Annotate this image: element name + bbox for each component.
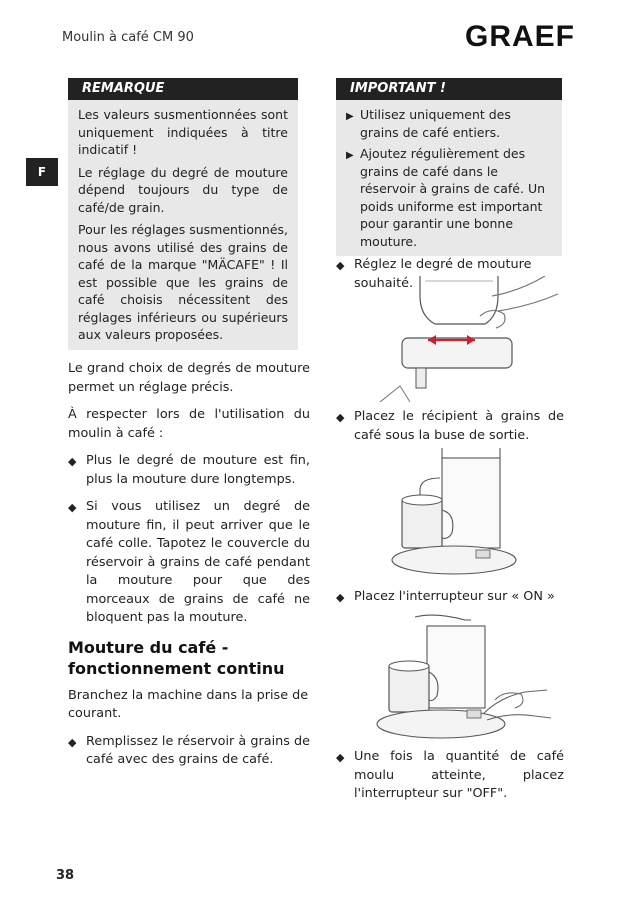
brand-logo: GRAEF bbox=[465, 20, 575, 53]
list-item-text: Remplissez le réservoir à grains de café avec des grains de café. bbox=[86, 733, 310, 767]
step-text: Réglez le degré de mouture souhaité. bbox=[354, 257, 532, 291]
list-item bbox=[68, 733, 310, 770]
important-item-text: Ajoutez régulièrement des grains de café dans le réservoir à grains de café. Un poids uniforme est important pour garantir une bonne mouture. bbox=[360, 146, 546, 249]
document-title: Moulin à café CM 90 bbox=[62, 30, 194, 45]
list-item bbox=[68, 452, 310, 489]
important-item-text: Utilisez uniquement des grains de café entiers. bbox=[360, 107, 511, 140]
diamond-bullet-icon: ◆ bbox=[68, 501, 77, 514]
important-heading: IMPORTANT ! bbox=[336, 78, 562, 100]
step-item bbox=[336, 748, 564, 804]
triangle-arrow-icon: ▶ bbox=[346, 150, 354, 161]
diamond-bullet-icon: ◆ bbox=[336, 591, 345, 604]
important-box bbox=[336, 78, 562, 256]
grinder-switch-illustration bbox=[375, 612, 555, 742]
diamond-bullet-icon: ◆ bbox=[336, 751, 345, 764]
list-item-text: Si vous utilisez un degré de mouture fin, il peut arriver que le café colle. Tapotez le couvercle du réservoir à grains de café pendant la mouture pour que des morceaux de grains de café ne bloquent pas la mouture. bbox=[86, 499, 310, 625]
diamond-bullet-icon: ◆ bbox=[336, 411, 345, 424]
body-paragraph: À respecter lors de l'utilisation du moulin à café : bbox=[68, 407, 310, 441]
section-heading: Mouture du café - fonctionnement continu bbox=[68, 637, 285, 678]
page-number: 38 bbox=[56, 868, 75, 883]
remarque-paragraph: Les valeurs susmentionnées sont uniquement indiquées à titre indicatif ! bbox=[78, 107, 288, 157]
remarque-box bbox=[68, 78, 298, 350]
step-text: Placez l'interrupteur sur « ON » bbox=[354, 589, 555, 604]
language-tab: F bbox=[26, 158, 58, 186]
left-column bbox=[68, 360, 310, 779]
grinder-adjust-illustration bbox=[380, 276, 560, 402]
diamond-bullet-icon: ◆ bbox=[68, 455, 77, 468]
remarque-heading: REMARQUE bbox=[68, 78, 298, 100]
important-item bbox=[346, 145, 552, 250]
list-item-text: Plus le degré de mouture est fin, plus la mouture dure longtemps. bbox=[86, 453, 310, 487]
diamond-bullet-icon: ◆ bbox=[336, 259, 345, 272]
remarque-paragraph: Pour les réglages susmentionnés, nous avons utilisé des grains de café de la marque "MÄCAFE" ! Il est possible que les grains de café choisis nécessitent des réglages inférieurs ou supérieurs aux valeurs proposées. bbox=[78, 222, 288, 342]
step-item bbox=[336, 588, 564, 608]
important-item bbox=[346, 106, 552, 141]
triangle-arrow-icon: ▶ bbox=[346, 111, 354, 122]
step-text: Placez le récipient à grains de café sous la buse de sortie. bbox=[354, 409, 564, 443]
diamond-bullet-icon: ◆ bbox=[68, 735, 77, 749]
remarque-paragraph: Le réglage du degré de mouture dépend toujours du type de café/de grain. bbox=[78, 164, 288, 215]
body-paragraph: Le grand choix de degrés de mouture permet un réglage précis. bbox=[68, 361, 310, 395]
body-paragraph: Branchez la machine dans la prise de courant. bbox=[68, 687, 309, 721]
step-text: Une fois la quantité de café moulu atteinte, placez l'interrupteur sur "OFF". bbox=[354, 749, 564, 801]
step-item bbox=[336, 408, 564, 445]
grinder-container-illustration bbox=[382, 448, 532, 580]
list-item bbox=[68, 498, 310, 628]
